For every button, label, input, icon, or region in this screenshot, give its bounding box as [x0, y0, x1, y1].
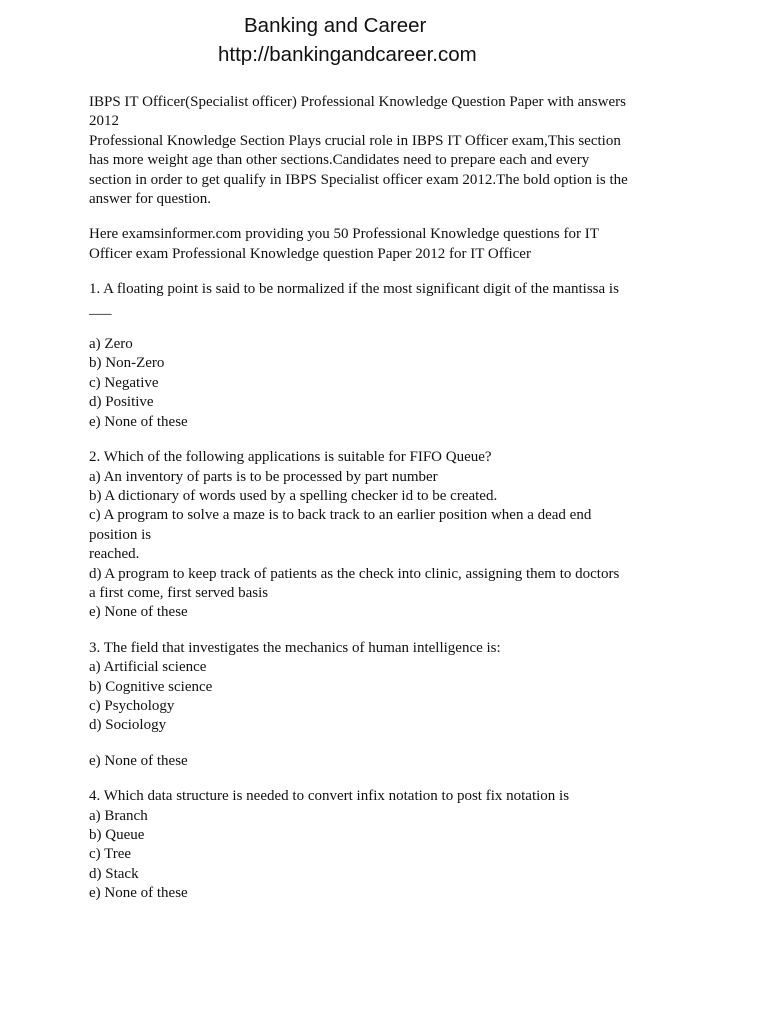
option: a) An inventory of parts is to be processed by part number: [89, 468, 438, 485]
question-text: 1. A floating point is said to be normalized if the most significant digit of the mantissa is: [89, 281, 619, 298]
option: d) Sociology: [89, 717, 167, 734]
option: a) Artificial science: [89, 659, 207, 676]
question-1: [89, 280, 689, 319]
question-2: [89, 448, 689, 623]
site-url: http://bankingandcareer.com: [218, 43, 477, 66]
option-continued: reached.: [89, 546, 140, 563]
intro-section: [89, 93, 689, 209]
option: d) A program to keep track of patients as the check into clinic, assigning them to doctors: [89, 565, 620, 582]
option: a) Branch: [89, 807, 148, 824]
option: d) Positive: [89, 394, 154, 411]
question-text: 3. The field that investigates the mechanics of human intelligence is:: [89, 639, 501, 656]
question-1-options: [89, 335, 689, 432]
option-continued: position is: [89, 526, 152, 543]
intro-desc-line: section in order to get qualify in IBPS Specialist officer exam 2012.The bold option is the: [89, 171, 628, 188]
option: c) Negative: [89, 374, 159, 391]
document-body: [89, 93, 689, 904]
spacer: [89, 432, 689, 448]
option: b) Queue: [89, 827, 145, 843]
intro-desc-line: answer for question.: [89, 191, 212, 208]
option: e) None of these: [89, 413, 188, 430]
site-name: Banking and Career: [244, 14, 427, 37]
option: a) Zero: [89, 336, 133, 353]
intro-provide-line: Here examsinformer.com providing you 50 Professional Knowledge questions for IT: [89, 226, 599, 243]
option: b) A dictionary of words used by a spelling checker id to be created.: [89, 487, 498, 504]
option: d) Stack: [89, 865, 139, 882]
option: b) Non-Zero: [89, 355, 165, 372]
spacer: [89, 319, 689, 335]
spacer: [89, 771, 689, 787]
question-4: [89, 787, 689, 903]
option-continued: a first come, first served basis: [89, 584, 269, 601]
intro-provide: [89, 225, 689, 264]
spacer: [89, 264, 689, 280]
option: c) Psychology: [89, 697, 175, 714]
intro-desc-line: has more weight age than other sections.Candidates need to prepare each and every: [89, 152, 590, 169]
question-text: 4. Which data structure is needed to convert infix notation to post fix notation is: [89, 788, 570, 805]
option: e) None of these: [89, 604, 188, 621]
spacer: [89, 736, 689, 752]
question-3: [89, 639, 689, 736]
question-3-last: [89, 752, 689, 771]
option: b) Cognitive science: [89, 678, 213, 695]
option: e) None of these: [89, 885, 188, 902]
intro-desc-line: Professional Knowledge Section Plays crucial role in IBPS IT Officer exam,This section: [89, 132, 621, 149]
question-blank: ___: [89, 300, 112, 317]
option: c) A program to solve a maze is to back track to an earlier position when a dead end: [89, 507, 592, 524]
intro-provide-line: Officer exam Professional Knowledge question Paper 2012 for IT Officer: [89, 245, 531, 262]
option: c) Tree: [89, 846, 132, 863]
option: e) None of these: [89, 752, 188, 769]
intro-title-line: 2012: [89, 113, 119, 130]
question-text: 2. Which of the following applications is suitable for FIFO Queue?: [89, 449, 492, 466]
spacer: [89, 209, 689, 225]
intro-title-line: IBPS IT Officer(Specialist officer) Professional Knowledge Question Paper with answers: [89, 94, 626, 110]
spacer: [89, 623, 689, 639]
